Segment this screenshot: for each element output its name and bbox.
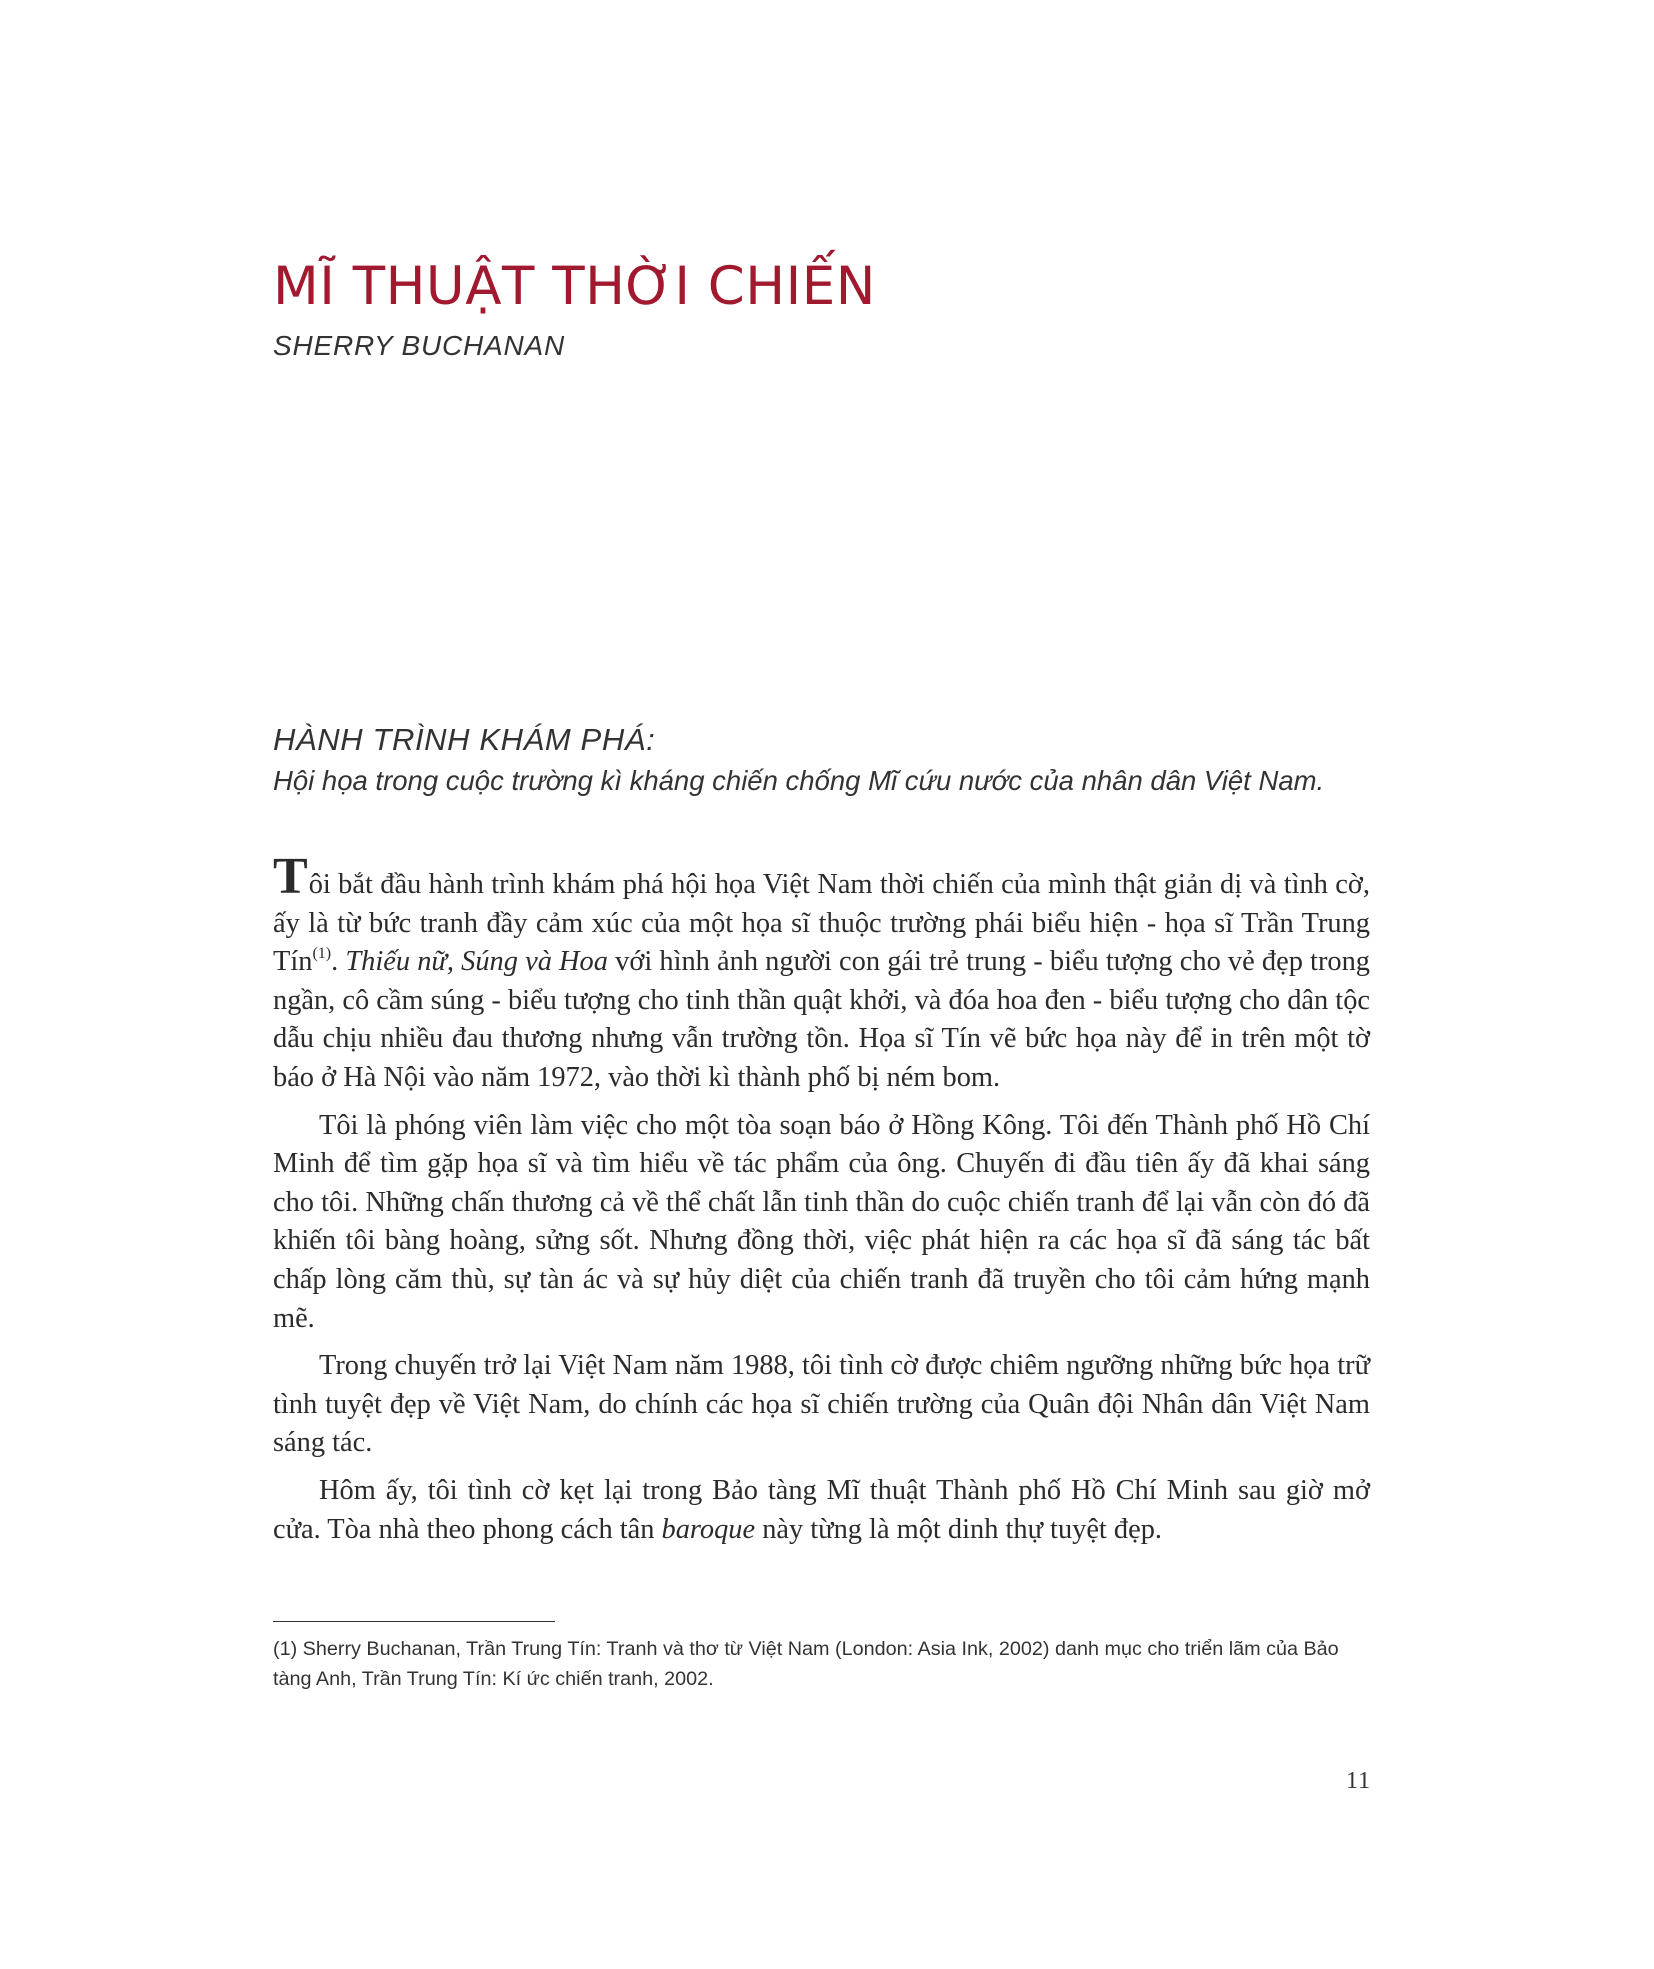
footnote-reference: (1): [312, 945, 332, 963]
paragraph-1: [273, 848, 1370, 1098]
artwork-title: Thiếu nữ, Súng và Hoa: [345, 946, 608, 978]
section-heading: HÀNH TRÌNH KHÁM PHÁ:: [273, 722, 656, 757]
chapter-author: SHERRY BUCHANAN: [273, 330, 566, 361]
drop-cap: T: [273, 848, 308, 905]
paragraph-1-text-a: ôi bắt đầu hành trình khám phá hội họa Việt Nam thời chiến của mình thật giản dị và tình cờ, ấy là từ bức tranh đầy cảm xúc của một họa sĩ thuộc trường phái biểu hiện - họa sĩ Trần Trung Tín: [273, 869, 1370, 978]
italic-term: baroque: [661, 1513, 756, 1545]
footnote: (1) Sherry Buchanan, Trần Trung Tín: Tranh và thơ từ Việt Nam (London: Asia Ink, 2002) danh mục cho triển lãm của Bảo tàng Anh, Trần Trung Tín: Kí ức chiến tranh, 2002.: [273, 1638, 1339, 1690]
paragraph-4-text-a: Hôm ấy, tôi tình cờ kẹt lại trong Bảo tàng Mĩ thuật Thành phố Hồ Chí Minh sau giờ mở cửa. Tòa nhà theo phong cách tân: [273, 1474, 1370, 1545]
footnote-divider: [273, 1621, 555, 1622]
page-number: 11: [1346, 1768, 1372, 1794]
paragraph-1-text-c: với hình ảnh người con gái trẻ trung - biểu tượng cho vẻ đẹp trong ngần, cô cầm súng - biểu tượng cho tinh thần quật khởi, và đóa hoa đen - biểu tượng cho dân tộc dẫu chịu nhiều đau thương nhưng vẫn trường tồn. Họa sĩ Tín vẽ bức họa này để in trên một tờ báo ở Hà Nội vào năm 1972, vào thời kì thành phố bị ném bom.: [273, 946, 1370, 1093]
paragraph-4: [273, 1472, 1370, 1549]
chapter-title: MĨ THUẬT THỜI CHIẾN: [273, 256, 876, 317]
body-text: [273, 848, 1370, 1558]
paragraph-4-text-b: này từng là một dinh thự tuyệt đẹp.: [755, 1513, 1163, 1545]
paragraph-1-text-b: .: [331, 946, 346, 978]
paragraph-3: Trong chuyến trở lại Việt Nam năm 1988, tôi tình cờ được chiêm ngưỡng những bức họa trữ tình tuyệt đẹp về Việt Nam, do chính các họa sĩ chiến trường của Quân đội Nhân dân Việt Nam sáng tác.: [273, 1350, 1370, 1459]
section-subheading: Hội họa trong cuộc trường kì kháng chiến chống Mĩ cứu nước của nhân dân Việt Nam.: [273, 765, 1325, 796]
paragraph-2: Tôi là phóng viên làm việc cho một tòa soạn báo ở Hồng Kông. Tôi đến Thành phố Hồ Chí Minh để tìm gặp họa sĩ và tìm hiểu về tác phẩm của ông. Chuyến đi đầu tiên ấy đã khai sáng cho tôi. Những chấn thương cả về thể chất lẫn tinh thần do cuộc chiến tranh để lại vẫn còn đó đã khiến tôi bàng hoàng, sửng sốt. Nhưng đồng thời, việc phát hiện ra các họa sĩ đã sáng tác bất chấp lòng căm thù, sự tàn ác và sự hủy diệt của chiến tranh đã truyền cho tôi cảm hứng mạnh mẽ.: [273, 1109, 1370, 1334]
